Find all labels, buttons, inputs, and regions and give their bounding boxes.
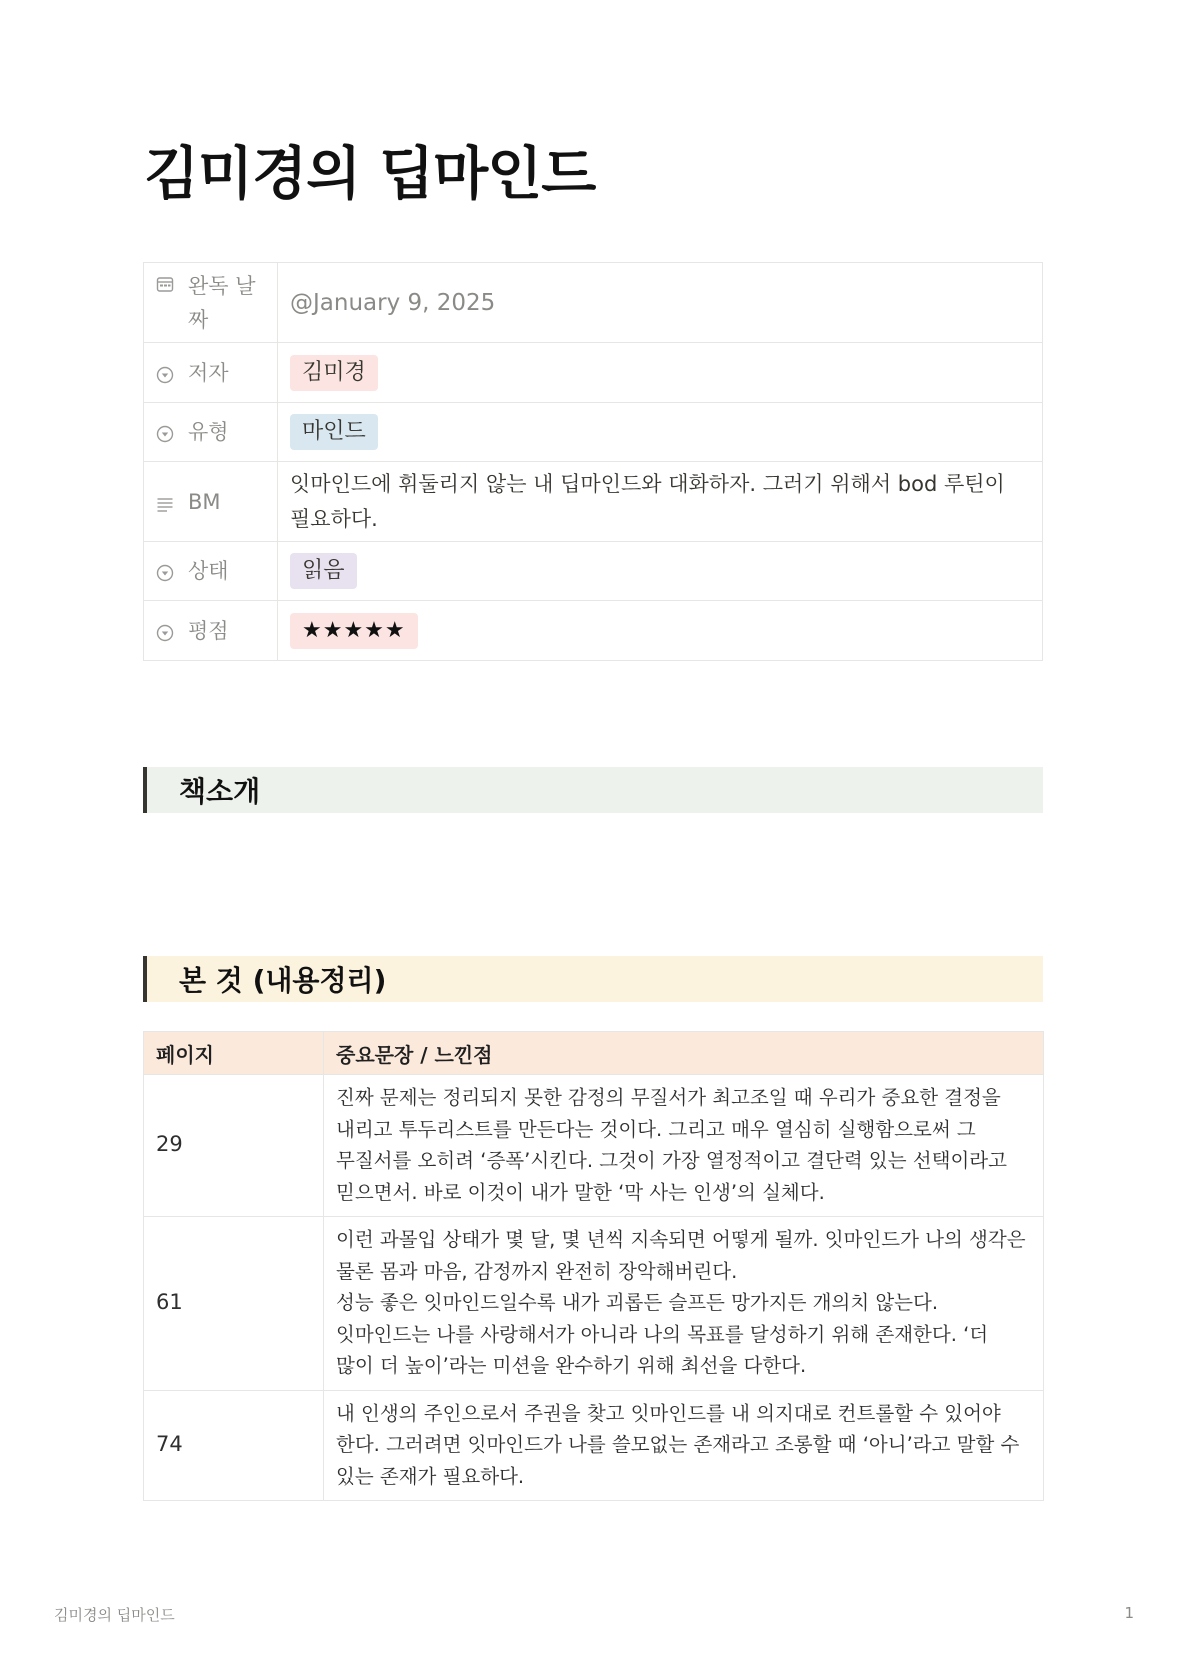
page-number-cell[interactable]: 29 <box>144 1075 324 1217</box>
property-row-status <box>144 542 1043 601</box>
table-row <box>144 1075 1044 1217</box>
property-name: 평점 <box>188 618 229 643</box>
footer-title: 김미경의 딥마인드 <box>54 1606 175 1624</box>
intro-section-header <box>143 767 1043 813</box>
property-name: BM <box>188 489 221 514</box>
column-header-notes: 중요문장 / 느낀점 <box>324 1032 1044 1075</box>
page-number-cell[interactable]: 61 <box>144 1217 324 1391</box>
bm-text[interactable]: 잇마인드에 휘둘리지 않는 내 딥마인드와 대화하자. 그러기 위해서 bod 루틴이 필요하다. <box>290 471 1005 531</box>
status-tag[interactable]: 읽음 <box>290 553 357 589</box>
page-number-cell[interactable]: 74 <box>144 1390 324 1501</box>
text-lines-icon <box>156 495 176 513</box>
intro-heading: 책소개 <box>179 775 261 808</box>
notes-table <box>143 1031 1044 1501</box>
note-cell[interactable] <box>324 1217 1044 1391</box>
author-tag[interactable]: 김미경 <box>290 355 378 391</box>
column-header-page: 페이지 <box>144 1032 324 1075</box>
select-icon <box>156 624 176 642</box>
note-text: 내 인생의 주인으로서 주권을 찾고 잇마인드를 내 의지대로 컨트롤할 수 있어야 한다. 그러려면 잇마인드가 나를 쓸모없는 존재라고 조롱할 때 ‘아니’라고 말할 수 있는 존재가 필요하다. <box>336 1401 1026 1488</box>
note-cell[interactable] <box>324 1390 1044 1501</box>
footer-page-number: 1 <box>1124 1604 1134 1622</box>
note-cell[interactable] <box>324 1075 1044 1217</box>
type-tag[interactable]: 마인드 <box>290 414 378 450</box>
property-row-completed-date <box>144 263 1043 343</box>
property-table <box>143 262 1043 661</box>
select-icon <box>156 564 176 582</box>
property-name: 상태 <box>188 559 229 583</box>
property-row-author <box>144 343 1043 403</box>
note-text: 이런 과몰입 상태가 몇 달, 몇 년씩 지속되면 어떻게 될까. 잇마인드가 나의 생각은 물론 몸과 마음, 감정까지 완전히 장악해버린다. 성능 좋은 잇마인드일수록 내가 괴롭든 슬프든 망가지든 개의치 않는다. 잇마인드는 나를 사랑해서가 아니라 나의 목표를 달성하기 위해 존재한다. ‘더 많이 더 높이’라는 미션을 완수하기 위해 최선을 다한다. <box>336 1228 1026 1377</box>
property-name: 저자 <box>188 360 229 385</box>
property-name: 유형 <box>188 420 229 444</box>
table-row <box>144 1390 1044 1501</box>
summary-heading: 본 것 (내용정리) <box>179 964 387 997</box>
property-row-rating <box>144 601 1043 661</box>
rating-tag[interactable]: ★★★★★ <box>290 613 418 649</box>
page-title: 김미경의 딥마인드 <box>144 141 596 207</box>
summary-section-header <box>143 956 1043 1002</box>
property-row-bm <box>144 462 1043 542</box>
note-text: 진짜 문제는 정리되지 못한 감정의 무질서가 최고조일 때 우리가 중요한 결정을 내리고 투두리스트를 만든다는 것이다. 그리고 매우 열심히 실행함으로써 그 무질서를 오히려 ‘증폭’시킨다. 그것이 가장 열정적이고 결단력 있는 선택이라고 믿으면서. 바로 이것이 내가 말한 ‘막 사는 인생’의 실체다. <box>336 1086 1014 1204</box>
select-icon <box>156 366 176 384</box>
select-icon <box>156 425 176 443</box>
completed-date-value[interactable]: @January 9, 2025 <box>290 289 496 316</box>
table-row <box>144 1217 1044 1391</box>
property-name: 완독 날짜 <box>188 273 256 332</box>
property-row-type <box>144 403 1043 462</box>
calendar-icon <box>156 275 176 293</box>
notes-header-row <box>144 1032 1044 1075</box>
